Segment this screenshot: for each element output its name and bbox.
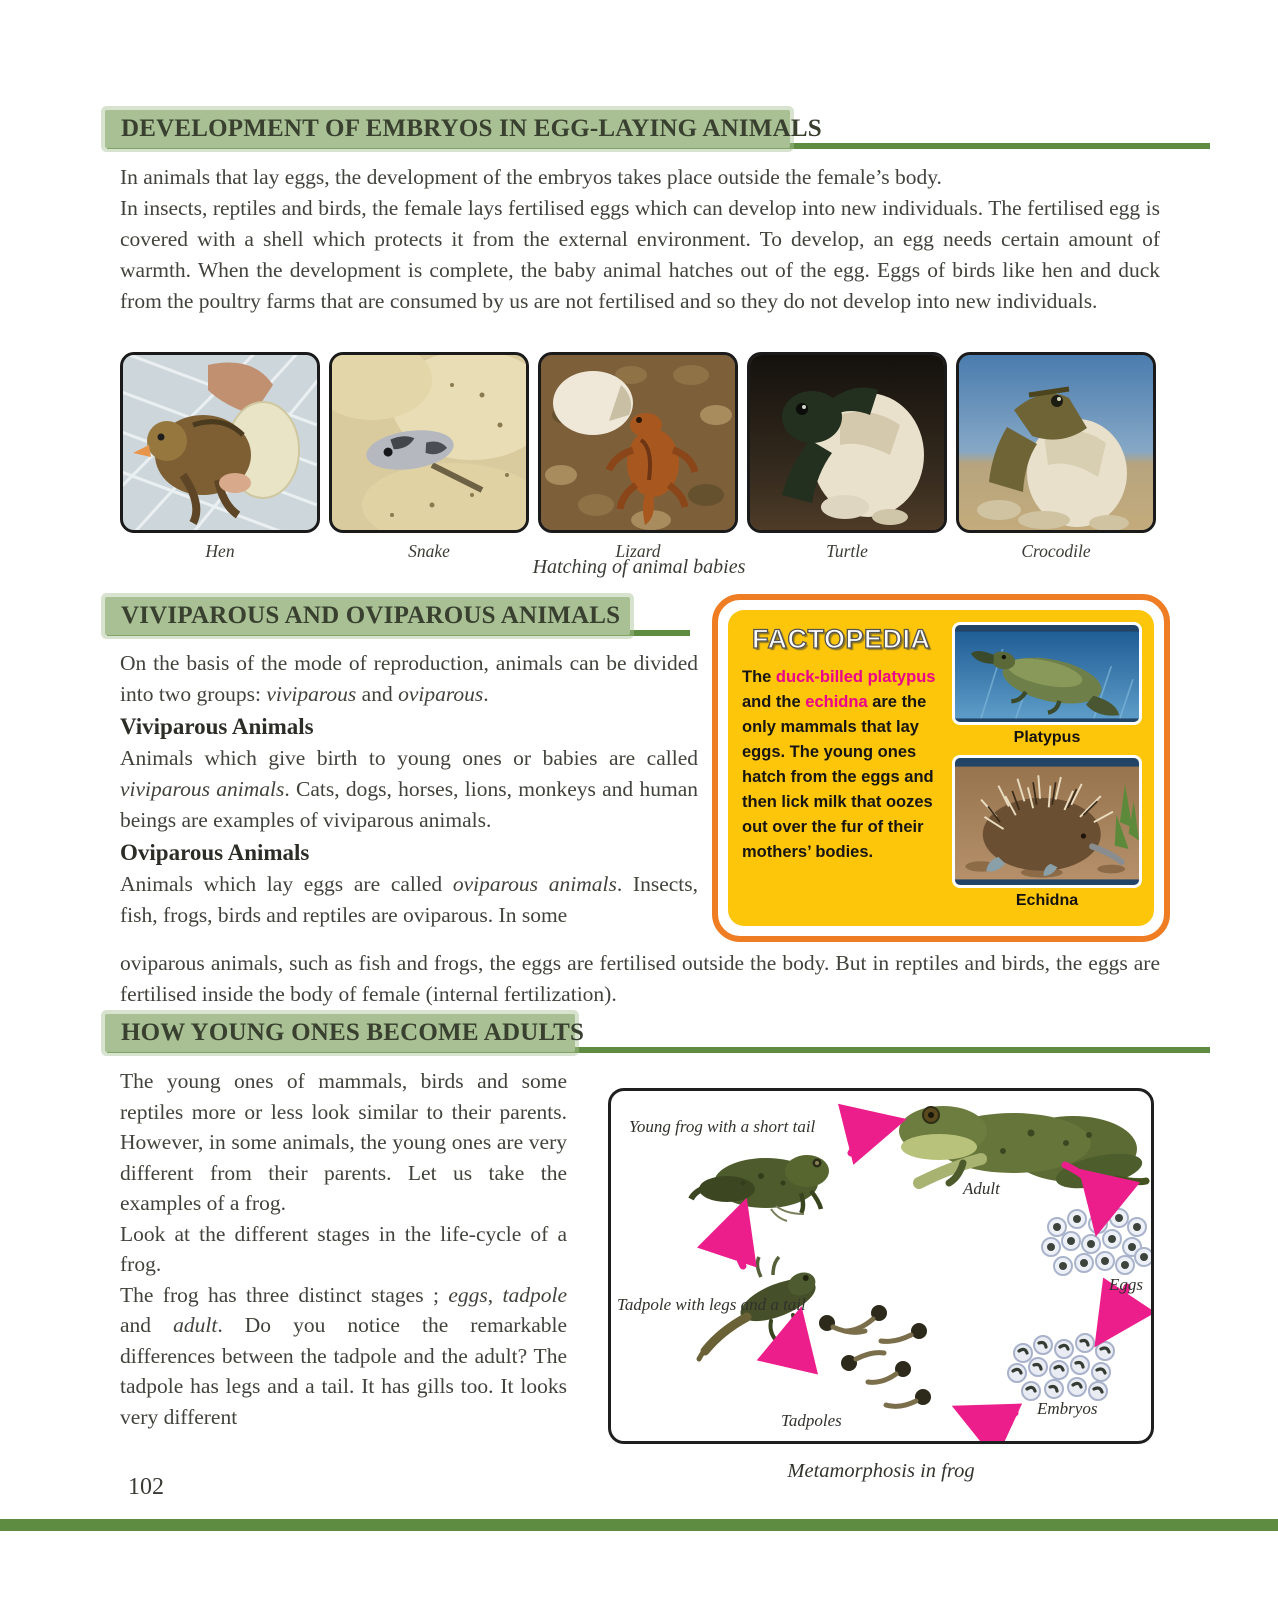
text-run: The frog has three distinct stages ; xyxy=(120,1282,449,1307)
lizard-hatching-illustration xyxy=(541,355,735,530)
photo-caption: Snake xyxy=(408,541,450,561)
echidna-photo xyxy=(952,755,1142,888)
platypus-photo xyxy=(952,622,1142,725)
echidna-caption: Echidna xyxy=(1015,892,1079,909)
hen-hatching-illustration xyxy=(123,355,317,530)
photo-card-hen xyxy=(120,352,320,562)
text-run-italic: oviparous xyxy=(398,682,484,706)
text-run: , xyxy=(487,1282,503,1307)
crocodile-hatching-illustration xyxy=(959,355,1153,530)
photo-card-lizard xyxy=(538,352,738,562)
embryos-paragraph xyxy=(120,162,1160,317)
oviparous-paragraph xyxy=(120,869,698,931)
text-run: . Insects, fish, frogs, birds and reptiles are oviparous. In some xyxy=(120,872,698,927)
photo-caption: Lizard xyxy=(615,541,661,561)
adults-paragraph-1: The young ones of mammals, birds and some reptiles more or less look similar to their parents. However, in some animals, the young ones are very different from their parents. Let us take the examples of a frog. xyxy=(120,1069,567,1215)
photo-caption: Crocodile xyxy=(1021,541,1091,561)
adults-paragraph-3 xyxy=(120,1280,567,1433)
photo-caption: Turtle xyxy=(826,541,868,561)
oviparous-continuation: oviparous animals, such as fish and frogs, the eggs are fertilised outside the body. But in reptiles and birds, the eggs are fertilised inside the body of female (internal fertilization). xyxy=(120,951,1160,1006)
heading-bar xyxy=(105,110,822,148)
page-number: 102 xyxy=(128,1474,164,1500)
hatching-photo-row xyxy=(120,352,1158,562)
photo-card-crocodile xyxy=(956,352,1156,562)
factopedia-box xyxy=(712,594,1170,942)
section-title: VIVIPAROUS AND OVIPAROUS ANIMALS xyxy=(121,602,621,629)
text-run-italic: eggs xyxy=(448,1282,488,1307)
crocodile-hatching-photo xyxy=(956,352,1156,533)
section-title: HOW YOUNG ONES BECOME ADULTS xyxy=(121,1019,585,1046)
text-run-italic: oviparous animals xyxy=(452,872,617,896)
label-embryos: Embryos xyxy=(1037,1399,1098,1418)
viviparous-column xyxy=(120,648,698,931)
bottom-rule xyxy=(0,1519,1278,1531)
text-run: and the xyxy=(742,693,806,711)
paragraph-text: In insects, reptiles and birds, the female lays fertilised eggs which can develop into new individuals. The fertilised egg is covered with a shell which protects it from the external environment. To develop, an egg needs certain amount of warmth. When the development is complete, the baby animal hatches out of the egg. Eggs of birds like hen and duck from the poultry farms that are consumed by us are not fertilised and so they do not develop into new individuals. xyxy=(120,196,1160,313)
factopedia-title: FACTOPEDIA xyxy=(752,624,931,654)
adults-column xyxy=(120,1066,567,1432)
lizard-hatching-photo xyxy=(538,352,738,533)
platypus-caption: Platypus xyxy=(1013,729,1081,747)
intro-paragraph xyxy=(120,648,698,710)
text-run: Animals which lay eggs are called xyxy=(120,872,453,896)
factopedia-text xyxy=(742,665,940,865)
text-run: . Do you notice the remarkable differences between the tadpole and the adult? The tadpole has legs and a tail. It has gills too. It looks very different xyxy=(120,1313,567,1429)
text-run: are the only mammals that lay eggs. The young ones hatch from the eggs and then lick milk that oozes out over the fur of their mothers’ bodies. xyxy=(742,693,934,861)
highlight-echidna: echidna xyxy=(805,693,868,711)
section-heading-adults xyxy=(105,1014,1210,1054)
text-run: . Cats, dogs, horses, lions, monkeys and human beings are examples of viviparous animals. xyxy=(120,777,698,832)
label-adult: Adult xyxy=(963,1179,1000,1198)
frog-embryos-art xyxy=(1008,1334,1114,1400)
text-run-italic: adult xyxy=(173,1313,218,1337)
text-run-italic: tadpole xyxy=(502,1282,567,1307)
photo-caption: Hen xyxy=(205,541,235,561)
label-young-frog: Young frog with a short tail xyxy=(629,1117,816,1136)
text-run: . xyxy=(483,682,489,706)
hen-hatching-photo xyxy=(120,352,320,533)
factopedia-text-column xyxy=(742,622,940,918)
paragraph-line: In animals that lay eggs, the development of the embryos takes place outside the female’s body. xyxy=(120,165,942,189)
young-frog-art xyxy=(691,1155,829,1221)
section-heading-viviparous xyxy=(105,597,690,637)
oviparous-subheading: Oviparous Animals xyxy=(120,840,310,865)
label-tadpole-legs: Tadpole with legs and a tail xyxy=(617,1295,806,1314)
frog-tadpoles-art xyxy=(819,1305,931,1406)
section-title: DEVELOPMENT OF EMBRYOS IN EGG-LAYING ANIMALS xyxy=(121,115,822,142)
snake-hatching-illustration xyxy=(332,355,526,530)
text-run-italic: viviparous xyxy=(266,682,357,706)
label-tadpoles: Tadpoles xyxy=(781,1411,842,1430)
highlight-platypus: duck-billed platypus xyxy=(775,668,936,686)
turtle-hatching-illustration xyxy=(750,355,944,530)
frog-eggs-art xyxy=(1042,1209,1151,1275)
frog-lifecycle-diagram xyxy=(608,1088,1154,1444)
viviparous-paragraph xyxy=(120,743,698,836)
text-run-italic: viviparous animals xyxy=(120,777,285,801)
echidna-illustration xyxy=(955,758,1139,888)
text-run: and xyxy=(120,1313,174,1337)
frog-lifecycle-art xyxy=(611,1091,1151,1441)
factopedia-image-column xyxy=(952,622,1142,918)
text-run: The xyxy=(742,668,776,686)
photo-card-turtle xyxy=(747,352,947,562)
section-heading-embryos xyxy=(105,110,1210,150)
photo-card-snake xyxy=(329,352,529,562)
text-run: and xyxy=(356,682,399,706)
figure-caption-hatching: Hatching of animal babies xyxy=(532,556,746,578)
heading-bar xyxy=(105,1014,585,1052)
text-run: Animals which give birth to young ones or babies are called xyxy=(120,746,698,770)
adults-paragraph-2: Look at the different stages in the life-cycle of a frog. xyxy=(120,1221,567,1276)
text-run: On the basis of the mode of reproduction, animals can be divided into two groups: xyxy=(120,651,698,706)
figure-caption-metamorphosis: Metamorphosis in frog xyxy=(787,1460,975,1482)
snake-hatching-photo xyxy=(329,352,529,533)
platypus-illustration xyxy=(955,625,1139,725)
turtle-hatching-photo xyxy=(747,352,947,533)
label-eggs: Eggs xyxy=(1109,1275,1143,1294)
factopedia-inner xyxy=(728,610,1154,926)
viviparous-subheading: Viviparous Animals xyxy=(120,714,314,739)
heading-bar xyxy=(105,597,630,635)
adult-frog-art xyxy=(899,1106,1146,1195)
